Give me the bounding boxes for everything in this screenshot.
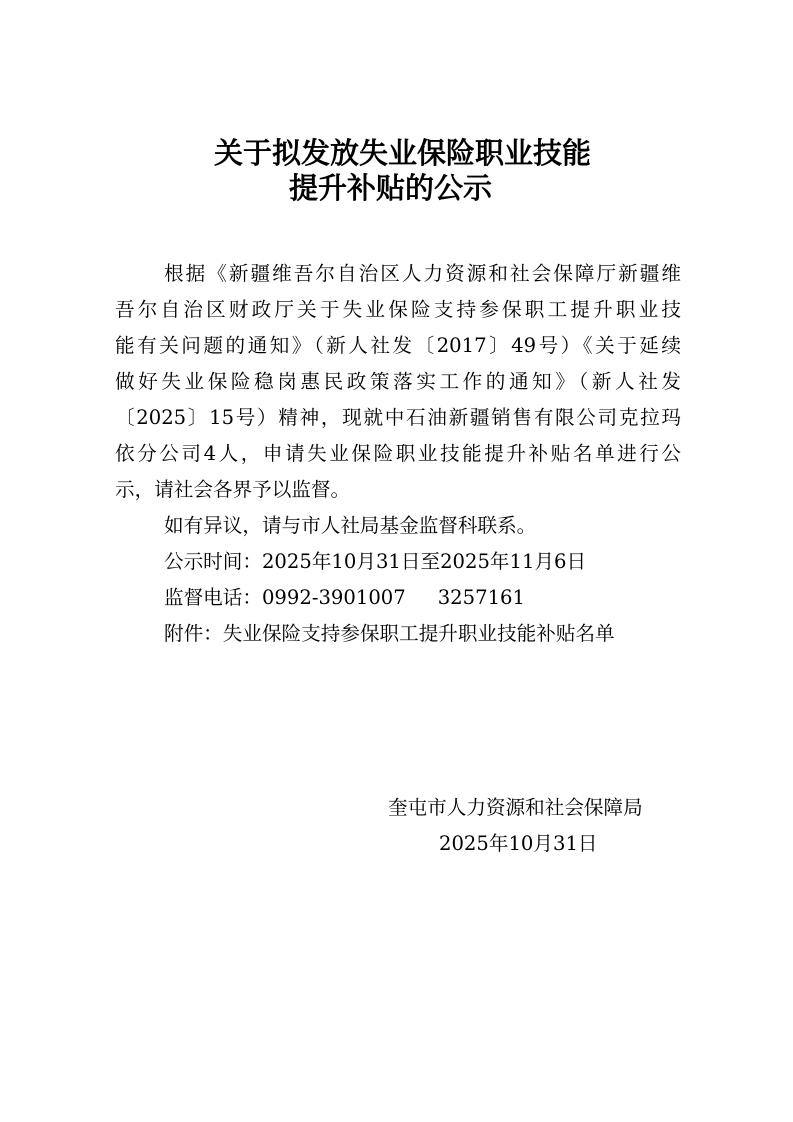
supervision-phone-line (164, 585, 525, 611)
issue-date: 2025年10月31日 (439, 832, 598, 855)
phone-number-2: 3257161 (437, 586, 525, 609)
objection-contact-line: 如有异议，请与市人社局基金监督科联系。 (164, 514, 537, 537)
body-paragraph-line: 吾尔自治区财政厅关于失业保险支持参保职工提升职业技 (115, 298, 681, 321)
document-title-line-1: 关于拟发放失业保险职业技能 (213, 136, 591, 170)
phone-number-1: 0992-3901007 (261, 586, 406, 609)
body-paragraph-line: 做好失业保险稳岗惠民政策落实工作的通知》（新人社发 (115, 370, 681, 393)
body-paragraph-line: 〔2025〕15号）精神，现就中石油新疆销售有限公司克拉玛 (115, 406, 681, 429)
attachment-line: 附件：失业保险支持参保职工提升职业技能补贴名单 (164, 622, 615, 645)
publicity-period-line: 公示时间：2025年10月31日至2025年11月6日 (164, 550, 587, 573)
body-paragraph-line: 根据《新疆维吾尔自治区人力资源和社会保障厅新疆维 (164, 262, 681, 285)
issuer-signature: 奎屯市人力资源和社会保障局 (388, 796, 643, 819)
document-title-line-2: 提升补贴的公示 (288, 171, 492, 205)
phone-label: 监督电话： (164, 586, 262, 609)
body-paragraph-line: 能有关问题的通知》（新人社发〔2017〕49号）《关于延续 (115, 334, 681, 357)
body-paragraph-line: 示，请社会各界予以监督。 (115, 478, 351, 501)
body-paragraph-line: 依分公司4人，申请失业保险职业技能提升补贴名单进行公 (115, 442, 681, 465)
